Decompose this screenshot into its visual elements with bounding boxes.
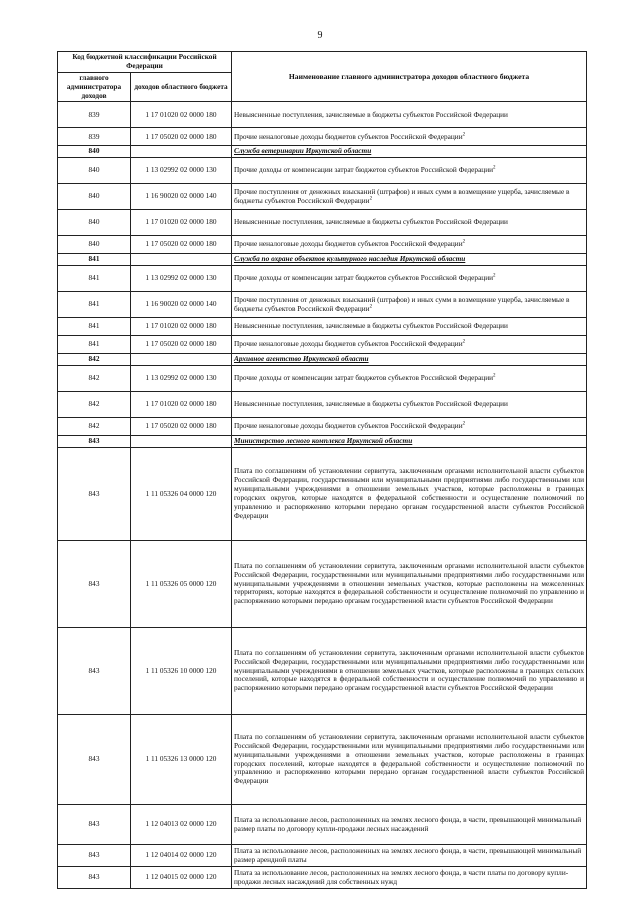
admin-code-cell: 840 — [58, 210, 131, 236]
admin-code-cell: 841 — [58, 254, 131, 266]
income-name-text: Плата по соглашениям об установлении сервитута, заключенным органами исполнительной власти субъектов Российской Федерации, государственными или муниципальными предприятиями либо государственными или муниципальными учреждениями в отношении земельных участков, которые расположены в границах городских округов, которые находятся в федеральной собственности и осуществление полномочий по управлению и распоряжению которыми передано органам государственной власти субъектов Российской Федерации — [234, 466, 584, 520]
income-name-cell — [232, 336, 587, 354]
income-code-cell: 1 17 01020 02 0000 180 — [131, 210, 232, 236]
table-row — [58, 336, 587, 354]
table-row — [58, 805, 587, 845]
table-row — [58, 292, 587, 318]
income-name-text: Прочие неналоговые доходы бюджетов субъектов Российской Федерации — [234, 339, 463, 349]
income-name-text: Невыясненные поступления, зачисляемые в бюджеты субъектов Российской Федерации — [234, 321, 508, 331]
table-group-row — [58, 146, 587, 158]
income-name-cell — [232, 867, 587, 889]
table-header-row — [58, 52, 587, 73]
footnote-mark: 2 — [462, 239, 466, 245]
admin-code-cell: 842 — [58, 366, 131, 392]
admin-code-cell: 839 — [58, 128, 131, 146]
empty-code-cell — [131, 254, 232, 266]
income-name-cell — [232, 318, 587, 336]
admin-code-cell: 842 — [58, 354, 131, 366]
income-name-cell — [232, 715, 587, 805]
table-group-row — [58, 354, 587, 366]
income-code-cell: 1 17 05020 02 0000 180 — [131, 418, 232, 436]
income-code-cell: 1 11 05326 13 0000 120 — [131, 715, 232, 805]
income-code-cell: 1 11 05326 04 0000 120 — [131, 448, 232, 541]
table-row — [58, 266, 587, 292]
income-name-text: Прочие доходы от компенсации затрат бюджетов субъектов Российской Федерации — [234, 273, 494, 283]
income-name-cell — [232, 805, 587, 845]
table-row — [58, 541, 587, 628]
income-name-text: Невыясненные поступления, зачисляемые в бюджеты субъектов Российской Федерации — [234, 217, 508, 227]
table-row — [58, 392, 587, 418]
income-name-cell — [232, 102, 587, 128]
table-group-row — [58, 254, 587, 266]
income-code-cell: 1 12 04013 02 0000 120 — [131, 805, 232, 845]
income-name-text: Плата за использование лесов, расположенных на землях лесного фонда, в части, превышающей минимальный размер арендной платы — [234, 845, 582, 864]
income-code-cell: 1 17 01020 02 0000 180 — [131, 318, 232, 336]
income-code-cell: 1 12 04015 02 0000 120 — [131, 867, 232, 889]
income-code-cell: 1 16 90020 02 0000 140 — [131, 292, 232, 318]
header-income-code: доходов областного бюджета — [131, 72, 232, 102]
income-name-cell — [232, 541, 587, 628]
administrator-name-cell: Архивное агентство Иркутской области — [232, 354, 587, 366]
income-code-cell: 1 17 01020 02 0000 180 — [131, 102, 232, 128]
table-row — [58, 366, 587, 392]
empty-code-cell — [131, 146, 232, 158]
admin-code-cell: 843 — [58, 845, 131, 867]
admin-code-cell: 843 — [58, 541, 131, 628]
admin-code-cell: 843 — [58, 715, 131, 805]
table-row — [58, 448, 587, 541]
income-name-text: Прочие доходы от компенсации затрат бюджетов субъектов Российской Федерации — [234, 373, 494, 383]
income-code-cell: 1 12 04014 02 0000 120 — [131, 845, 232, 867]
income-name-text: Прочие неналоговые доходы бюджетов субъектов Российской Федерации — [234, 239, 463, 249]
admin-code-cell: 843 — [58, 867, 131, 889]
income-name-text: Плата за использование лесов, расположенных на землях лесного фонда, в части, превышающей минимальный размер платы по договору купли-продажи лесных насаждений — [234, 814, 582, 833]
income-name-cell — [232, 266, 587, 292]
footnote-mark: 2 — [369, 196, 373, 202]
admin-code-cell: 843 — [58, 436, 131, 448]
income-name-text: Плата по соглашениям об установлении сервитута, заключенным органами исполнительной власти субъектов Российской Федерации, государственными или муниципальными предприятиями либо государственными или муниципальными учреждениями в отношении земельных участков, которые расположены в границах сельских поселений, которые находятся в федеральной собственности и осуществление полномочий по управлению и распоряжению которыми передано органам государственной власти субъектов Российской Федерации — [234, 647, 584, 693]
income-name-text: Прочие поступления от денежных взысканий (штрафов) и иных сумм в возмещение ущерба, зачисляемые в бюджеты субъектов Российской Федерации — [234, 186, 570, 205]
admin-code-cell: 843 — [58, 805, 131, 845]
income-name-cell — [232, 128, 587, 146]
footnote-mark: 2 — [462, 339, 466, 345]
table-row — [58, 845, 587, 867]
header-name: Наименование главного администратора доходов областного бюджета — [232, 52, 587, 102]
income-code-cell: 1 13 02992 02 0000 130 — [131, 266, 232, 292]
income-code-cell: 1 16 90020 02 0000 140 — [131, 184, 232, 210]
income-code-cell: 1 17 05020 02 0000 180 — [131, 128, 232, 146]
header-admin-code: главного администратора доходов — [58, 72, 131, 102]
admin-code-cell: 840 — [58, 146, 131, 158]
income-name-cell — [232, 210, 587, 236]
income-code-cell: 1 17 01020 02 0000 180 — [131, 392, 232, 418]
admin-code-cell: 839 — [58, 102, 131, 128]
admin-code-cell: 841 — [58, 266, 131, 292]
income-name-text: Прочие неналоговые доходы бюджетов субъектов Российской Федерации — [234, 131, 463, 141]
income-name-text: Плата за использование лесов, расположенных на землях лесного фонда, в части платы по договору купли-продажи лесных насаждений для собственных нужд — [234, 867, 569, 886]
income-name-cell — [232, 366, 587, 392]
income-name-text: Прочие доходы от компенсации затрат бюджетов субъектов Российской Федерации — [234, 165, 494, 175]
income-name-cell — [232, 236, 587, 254]
empty-code-cell — [131, 354, 232, 366]
income-name-text: Прочие неналоговые доходы бюджетов субъектов Российской Федерации — [234, 421, 463, 431]
table-row — [58, 210, 587, 236]
income-name-text: Прочие поступления от денежных взысканий (штрафов) и иных сумм в возмещение ущерба, зачисляемые в бюджеты субъектов Российской Федерации — [234, 294, 570, 313]
table-row — [58, 418, 587, 436]
admin-code-cell: 842 — [58, 392, 131, 418]
administrator-name-cell: Министерство лесного комплекса Иркутской области — [232, 436, 587, 448]
table-row — [58, 128, 587, 146]
income-name-text: Плата по соглашениям об установлении сервитута, заключенным органами исполнительной власти субъектов Российской Федерации, государственными или муниципальными предприятиями либо государственными или муниципальными учреждениями в отношении земельных участков, которые расположены на межселенных территориях, которые находятся в федеральной собственности и осуществление полномочий по управлению и распоряжению которыми передано органам государственной власти субъектов Российской Федерации — [234, 560, 584, 606]
income-code-cell: 1 11 05326 05 0000 120 — [131, 541, 232, 628]
income-name-text: Невыясненные поступления, зачисляемые в бюджеты субъектов Российской Федерации — [234, 399, 508, 409]
table-body — [58, 102, 587, 889]
admin-code-cell: 841 — [58, 318, 131, 336]
footnote-mark: 2 — [493, 165, 496, 171]
footnote-mark: 2 — [462, 421, 466, 427]
income-name-cell — [232, 184, 587, 210]
footnote-mark: 2 — [493, 273, 496, 279]
empty-code-cell — [131, 436, 232, 448]
table-row — [58, 102, 587, 128]
budget-income-table — [57, 51, 587, 889]
table-row — [58, 628, 587, 715]
income-code-cell: 1 13 02992 02 0000 130 — [131, 158, 232, 184]
table-row — [58, 715, 587, 805]
admin-code-cell: 842 — [58, 418, 131, 436]
admin-code-cell: 840 — [58, 184, 131, 210]
page-number: 9 — [317, 30, 323, 41]
income-name-cell — [232, 392, 587, 418]
administrator-name-cell: Служба ветеринарии Иркутской области — [232, 146, 587, 158]
income-name-cell — [232, 158, 587, 184]
footnote-mark: 2 — [369, 304, 373, 310]
income-code-cell: 1 13 02992 02 0000 130 — [131, 366, 232, 392]
table-row — [58, 158, 587, 184]
header-code-group: Код бюджетной классификации Российской Федерации — [58, 52, 232, 73]
income-name-cell — [232, 845, 587, 867]
income-code-cell: 1 17 05020 02 0000 180 — [131, 236, 232, 254]
income-name-cell — [232, 448, 587, 541]
footnote-mark: 2 — [493, 373, 496, 379]
table-group-row — [58, 436, 587, 448]
income-name-cell — [232, 418, 587, 436]
admin-code-cell: 843 — [58, 628, 131, 715]
income-code-cell: 1 11 05326 10 0000 120 — [131, 628, 232, 715]
admin-code-cell: 841 — [58, 292, 131, 318]
table-row — [58, 236, 587, 254]
income-name-cell — [232, 292, 587, 318]
income-code-cell: 1 17 05020 02 0000 180 — [131, 336, 232, 354]
administrator-name-cell: Служба по охране объектов культурного наследия Иркутской области — [232, 254, 587, 266]
admin-code-cell: 843 — [58, 448, 131, 541]
income-name-text: Невыясненные поступления, зачисляемые в бюджеты субъектов Российской Федерации — [234, 109, 508, 119]
table-row — [58, 184, 587, 210]
footnote-mark: 2 — [462, 132, 466, 138]
admin-code-cell: 840 — [58, 158, 131, 184]
admin-code-cell: 841 — [58, 336, 131, 354]
income-name-text: Плата по соглашениям об установлении сервитута, заключенным органами исполнительной власти субъектов Российской Федерации, государственными или муниципальными предприятиями либо государственными или муниципальными учреждениями в отношении земельных участков, которые расположены в границах городских поселений, которые находятся в федеральной собственности и осуществление полномочий по управлению и распоряжению которыми передано органам государственной власти субъектов Российской Федерации — [234, 731, 584, 786]
table-row — [58, 867, 587, 889]
admin-code-cell: 840 — [58, 236, 131, 254]
table-row — [58, 318, 587, 336]
income-name-cell — [232, 628, 587, 715]
